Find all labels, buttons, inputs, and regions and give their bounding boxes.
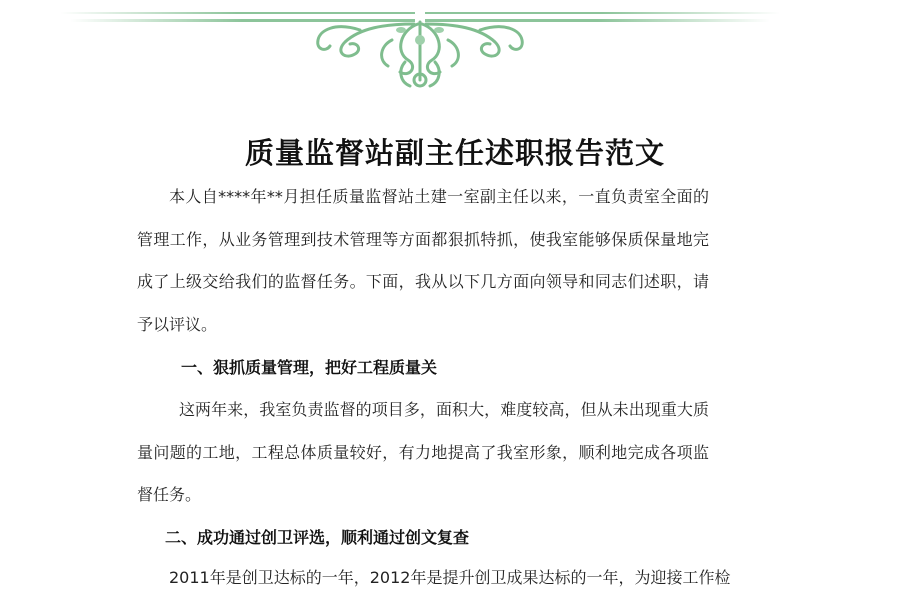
intro-paragraph: 本人自****年**月担任质量监督站土建一室副主任以来，一直负责室全面的管理工作，从业务管理到技术管理等方面都狠抓特抓，使我室能够保质保量地完成了上级交给我们的监督任务。下面，我从以下几方面向领导和同志们述职，请予以评议。	[137, 187, 709, 334]
section-2-heading: 二、成功通过创卫评选，顺利通过创文复查	[165, 528, 470, 547]
document-title: 质量监督站副主任述职报告范文	[244, 136, 665, 171]
section-2-paragraph: 2011年是创卫达标的一年，2012年是提升创卫成果达标的一年，为迎接工作检	[169, 568, 731, 587]
floral-ornament-icon	[0, 0, 840, 100]
section-1-heading: 一、狠抓质量管理，把好工程质量关	[181, 358, 438, 377]
section-1-paragraph: 这两年来，我室负责监督的项目多，面积大，难度较高，但从未出现重大质量问题的工地，工程总体质量较好，有力地提高了我室形象，顺利地完成各项监督任务。	[137, 400, 709, 504]
